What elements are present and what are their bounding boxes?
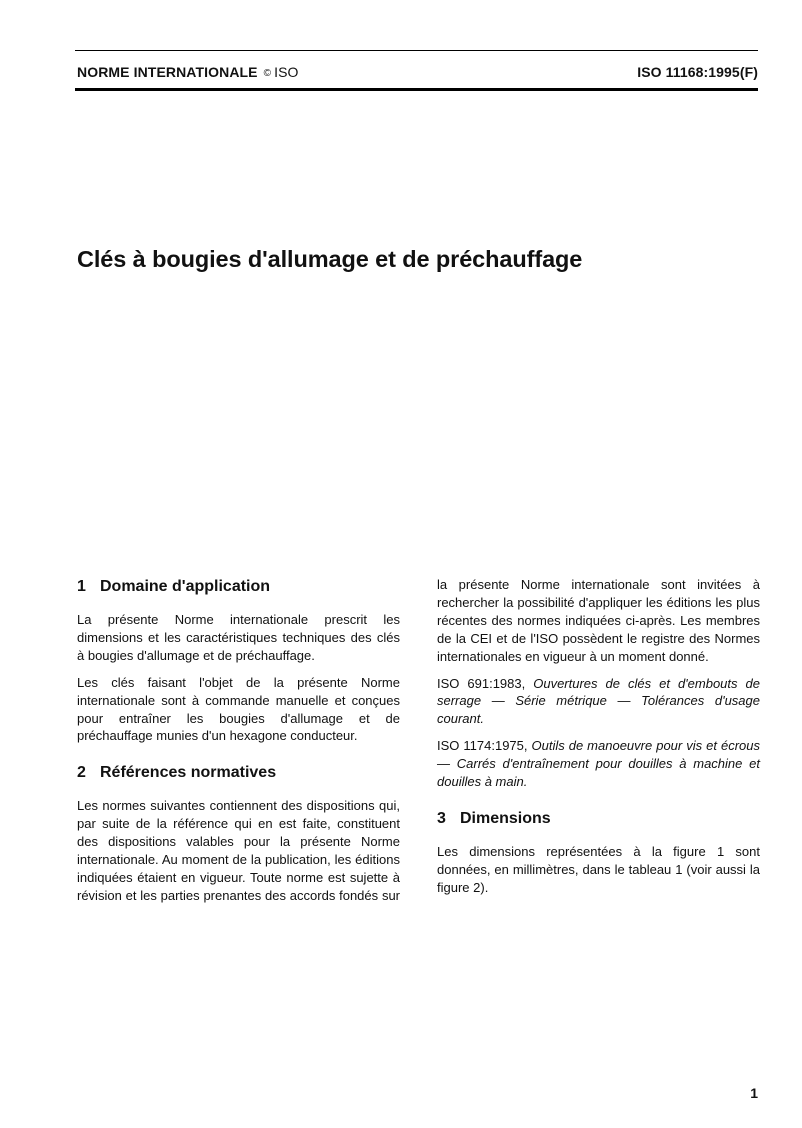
normative-reference-2 [437,737,760,791]
section-3-title: Dimensions [460,809,551,827]
section-2-paragraph-1: Les normes suivantes contiennent des dispositions qui, par suite de la référence qui en est faite, constituent des dispositions valables pour la présente Norme internationale. Au moment de la publication, les éditions indiquées étaient en vigueur. Toute norme est sujette à révision et les parties prenantes des accords fondés sur [77,798,400,903]
document-title: Clés à bougies d'allumage et de préchauffage [77,246,583,272]
section-2-heading [77,762,400,784]
section-2-title: Références normatives [100,764,277,782]
header-top-rule [75,50,758,51]
section-3-number: 3 [437,809,446,827]
section-1-title: Domaine d'application [100,578,271,595]
reference-1-code: ISO 691:1983, [437,675,526,691]
reference-2-code: ISO 1174:1975, [437,738,528,754]
section-3-heading [437,808,760,830]
header-org: ISO [274,64,299,80]
reference-1-title: Ouvertures de clés et d'embouts de serrage — Série métrique — Tolérances d'usage courant. [437,675,760,727]
section-1-number: 1 [77,578,86,595]
section-2-paragraph-1-continued: la présente Norme internationale sont invitées à rechercher la possibilité d'appliquer les éditions les plus récentes des normes indiquées ci-après. Les membres de la CEI et de l'ISO possèdent le registre des Normes internationales en vigueur à un moment donné. [437,577,760,664]
section-2-number: 2 [77,764,86,782]
normative-reference-1 [437,675,760,729]
right-column [437,576,760,897]
page-number: 1 [750,1085,758,1101]
header-bottom-rule [75,88,758,91]
header-title: NORME INTERNATIONALE [77,64,258,80]
section-1-paragraph-2: Les clés faisant l'objet de la présente Norme internationale sont à commande manuelle et conçues pour entraîner les bougies d'allumage et de préchauffage munies d'un hexagone conducteur. [77,674,400,744]
left-column [77,576,400,905]
copyright-symbol: © [263,68,272,79]
section-1-paragraph-1: La présente Norme internationale prescrit les dimensions et les caractéristiques techniques des clés à bougies d'allumage et de préchauffage. [77,612,400,663]
reference-2-title: Outils de manoeuvre pour vis et écrous — Carrés d'entraînement pour douilles à machine et douilles à main. [437,738,760,790]
header-standard-type [77,64,299,80]
section-1-heading [77,576,400,598]
header-standard-reference: ISO 11168:1995(F) [637,64,758,80]
section-3-paragraph-1: Les dimensions représentées à la figure 1 sont données, en millimètres, dans le tableau 1 (voir aussi la figure 2). [437,843,760,895]
